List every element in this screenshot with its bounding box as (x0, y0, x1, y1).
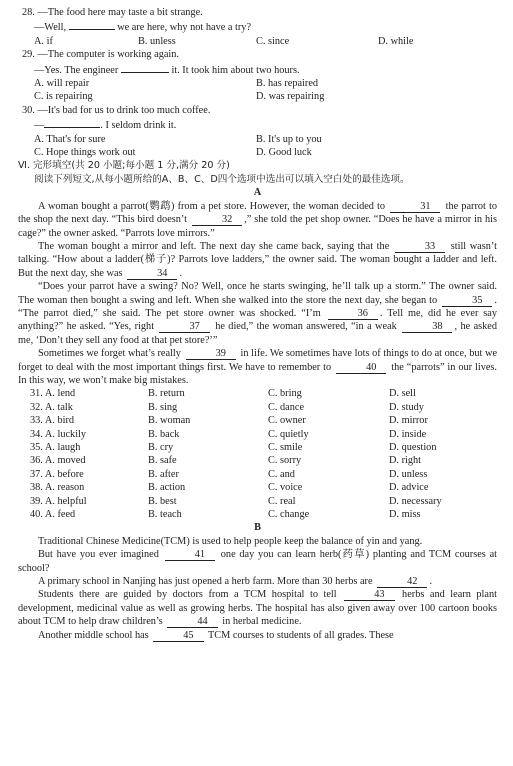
choice-36-d[interactable]: D. right (389, 455, 422, 467)
choice-35-a[interactable]: 35. A. laugh (30, 442, 81, 453)
blank-41[interactable]: 41 (165, 549, 215, 561)
choice-33-d[interactable]: D. mirror (389, 415, 428, 427)
choice-36-c[interactable]: C. sorry (268, 455, 302, 467)
q30-options-row1 (18, 133, 497, 146)
choice-31-c[interactable]: C. bring (268, 388, 302, 400)
blank-36[interactable]: 36 (328, 308, 378, 320)
choice-row-39 (18, 495, 497, 508)
passage-a-para-3: “Does your parrot have a swing? No? Well, once he starts swinging, he’ll talk up a storm.” The owner said. The woman then bought a swing and left. When she walked into the store the next day, she began to 35 . “The parrot died,” she said. The pet store owner was shocked. “I’m 36 . Tell me, did he ever say anything?” he asked. “Yes, right 37 he died,” the woman answered, “in a weak 38 , he asked me, ‘Don’t they sell any food at that pet store?’” (18, 281, 498, 346)
q30-option-a[interactable]: A. That's for sure (34, 133, 106, 145)
blank-45[interactable]: 45 (153, 630, 203, 642)
choice-34-b[interactable]: B. back (148, 428, 180, 440)
choice-37-d[interactable]: D. unless (389, 468, 428, 480)
choice-35-b[interactable]: B. cry (148, 442, 174, 453)
q30-options-row2 (18, 146, 497, 159)
choice-row-37 (18, 468, 497, 481)
passage-a-para-2: The woman bought a mirror and left. The next day she came back, saying that the 33 still wasn’t talking. “How about a ladder(梯子)? Parrots love ladders,” the owner said. The woman bought a ladder and left. But the next day, she was 34 . (18, 240, 498, 279)
passage-a-label: A (253, 187, 262, 199)
q29-option-a[interactable]: A. will repair (34, 78, 90, 90)
choice-32-b[interactable]: B. sing (148, 401, 178, 413)
choice-39-a[interactable]: 39. A. helpful (30, 495, 87, 507)
q28-option-d[interactable]: D. while (378, 35, 414, 47)
blank-44[interactable]: 44 (167, 616, 217, 628)
choice-33-b[interactable]: B. woman (148, 415, 191, 427)
q28-blank[interactable] (69, 19, 115, 30)
section-title: Ⅵ. 完形填空(共 20 小题;每小题 1 分,满分 20 分) (18, 160, 230, 172)
choice-37-c[interactable]: C. and (268, 468, 295, 480)
q28-option-a[interactable]: A. if (34, 35, 53, 47)
choice-37-b[interactable]: B. after (148, 468, 179, 480)
choice-32-c[interactable]: C. dance (268, 401, 305, 413)
choice-31-b[interactable]: B. return (148, 388, 185, 400)
q29-stem: 29. —The computer is working again. (22, 49, 179, 61)
blank-35[interactable]: 35 (442, 295, 492, 307)
blank-37[interactable]: 37 (159, 321, 209, 333)
choice-31-d[interactable]: D. sell (389, 388, 416, 400)
choice-37-a[interactable]: 37. A. before (30, 468, 84, 480)
q30-option-d[interactable]: D. Good luck (256, 147, 312, 159)
choice-38-a[interactable]: 38. A. reason (30, 482, 85, 494)
passage-b-para-3: A primary school in Nanjing has just opened a herb farm. More than 30 herbs are 42 . (38, 576, 433, 588)
q30-option-c[interactable]: C. Hope things work out (34, 147, 136, 159)
choice-34-a[interactable]: 34. A. luckily (30, 428, 87, 440)
choice-39-d[interactable]: D. necessary (389, 495, 442, 507)
q28-option-b[interactable]: B. unless (138, 35, 176, 47)
q30-stem: 30. —It's bad for us to drink too much coffee. (22, 104, 211, 116)
choice-31-a[interactable]: 31. A. lend (30, 388, 76, 400)
q29-line2: —Yes. The engineer it. It took him about two hours. (18, 62, 497, 77)
q30-line2: — . I seldom drink it. (18, 117, 497, 132)
choice-row-33 (18, 414, 497, 427)
choice-40-d[interactable]: D. miss (389, 509, 421, 521)
choice-32-d[interactable]: D. study (389, 401, 424, 413)
q29-options-row1 (18, 77, 497, 90)
choice-34-d[interactable]: D. inside (389, 428, 427, 440)
choice-40-b[interactable]: B. teach (148, 509, 182, 521)
blank-39[interactable]: 39 (186, 348, 236, 360)
passage-a-para-1: A woman bought a parrot(鹦鹉) from a pet store. However, the woman decided to 31 the parrot to the shop the next day. “This bird doesn’t 32 ,” she told the pet shop owner. “Does he have a mirror in his cage?” the owner asked. “Parrots love mirrors.” (18, 200, 498, 239)
choice-38-b[interactable]: B. action (148, 482, 186, 494)
section-instruction: 阅读下列短文,从每小题所给的A、B、C、D四个选项中选出可以填入空白处的最佳选项。 (34, 173, 410, 185)
q29-options-row2 (18, 90, 497, 103)
blank-32[interactable]: 32 (192, 214, 242, 226)
blank-31[interactable]: 31 (390, 201, 440, 213)
passage-a-para-4: Sometimes we forget what’s really 39 in life. We sometimes have lots of things to do at once, but we forget to deal with the most important things first. We have to remember to 40 the “parrots” in our lives. In this way, we won’t make big mistakes. (18, 348, 498, 386)
choice-row-34 (18, 428, 497, 441)
blank-34[interactable]: 34 (127, 268, 177, 280)
choices-a (18, 387, 497, 521)
choice-row-38 (18, 481, 497, 494)
choice-40-c[interactable]: C. change (268, 509, 310, 521)
q29-option-c[interactable]: C. is repairing (34, 91, 93, 103)
q30-blank[interactable] (44, 117, 100, 128)
choice-40-a[interactable]: 40. A. feed (30, 509, 76, 521)
q28-line2: —Well, we are here, why not have a try? (18, 19, 497, 34)
choice-33-c[interactable]: C. owner (268, 415, 306, 427)
blank-40[interactable]: 40 (336, 362, 386, 374)
choice-row-35 (18, 441, 497, 454)
choice-34-c[interactable]: C. quietly (268, 428, 309, 440)
choice-row-32 (18, 401, 497, 414)
choice-row-31 (18, 387, 497, 400)
passage-b-para-4: Students there are guided by doctors from a TCM hospital to tell 43 herbs and learn plant development, medicinal value as well as growing herbs. The hospital has also given away over 100 cartoon books about TCM to help draw children’s 44 in herbal medicine. (18, 589, 497, 628)
passage-b-para-5: Another middle school has 45 TCM courses to students of all grades. These (38, 629, 394, 641)
choice-35-c[interactable]: C. smile (268, 442, 303, 453)
blank-43[interactable]: 43 (344, 589, 394, 601)
blank-33[interactable]: 33 (395, 241, 445, 253)
choice-row-40 (18, 508, 497, 521)
choice-36-a[interactable]: 36. A. moved (30, 455, 86, 467)
choice-33-a[interactable]: 33. A. bird (30, 415, 75, 427)
q28-options (18, 35, 497, 48)
passage-b-para-1: Traditional Chinese Medicine(TCM) is used to help people keep the balance of yin and yang. (38, 535, 423, 547)
blank-38[interactable]: 38 (402, 321, 452, 333)
q29-option-b[interactable]: B. has repaired (256, 78, 319, 90)
choice-39-b[interactable]: B. best (148, 495, 177, 507)
q28-option-c[interactable]: C. since (256, 35, 290, 47)
blank-42[interactable]: 42 (377, 576, 427, 588)
passage-b-label: B (254, 522, 261, 534)
choice-39-c[interactable]: C. real (268, 495, 296, 507)
passage-b-para-2: But have you ever imagined 41 one day you can learn herb(药草) planting and TCM courses at school? (18, 549, 497, 574)
choice-row-36 (18, 454, 497, 467)
q30-option-b[interactable]: B. It's up to you (256, 133, 322, 145)
q28-stem: 28. —The food here may taste a bit strange. (22, 7, 203, 18)
choice-38-c[interactable]: C. voice (268, 482, 303, 494)
q29-blank[interactable] (121, 62, 169, 73)
q29-option-d[interactable]: D. was repairing (256, 91, 325, 103)
choice-38-d[interactable]: D. advice (389, 482, 429, 494)
choice-36-b[interactable]: B. safe (148, 455, 177, 467)
choice-35-d[interactable]: D. question (389, 442, 437, 453)
choice-32-a[interactable]: 32. A. talk (30, 401, 73, 413)
